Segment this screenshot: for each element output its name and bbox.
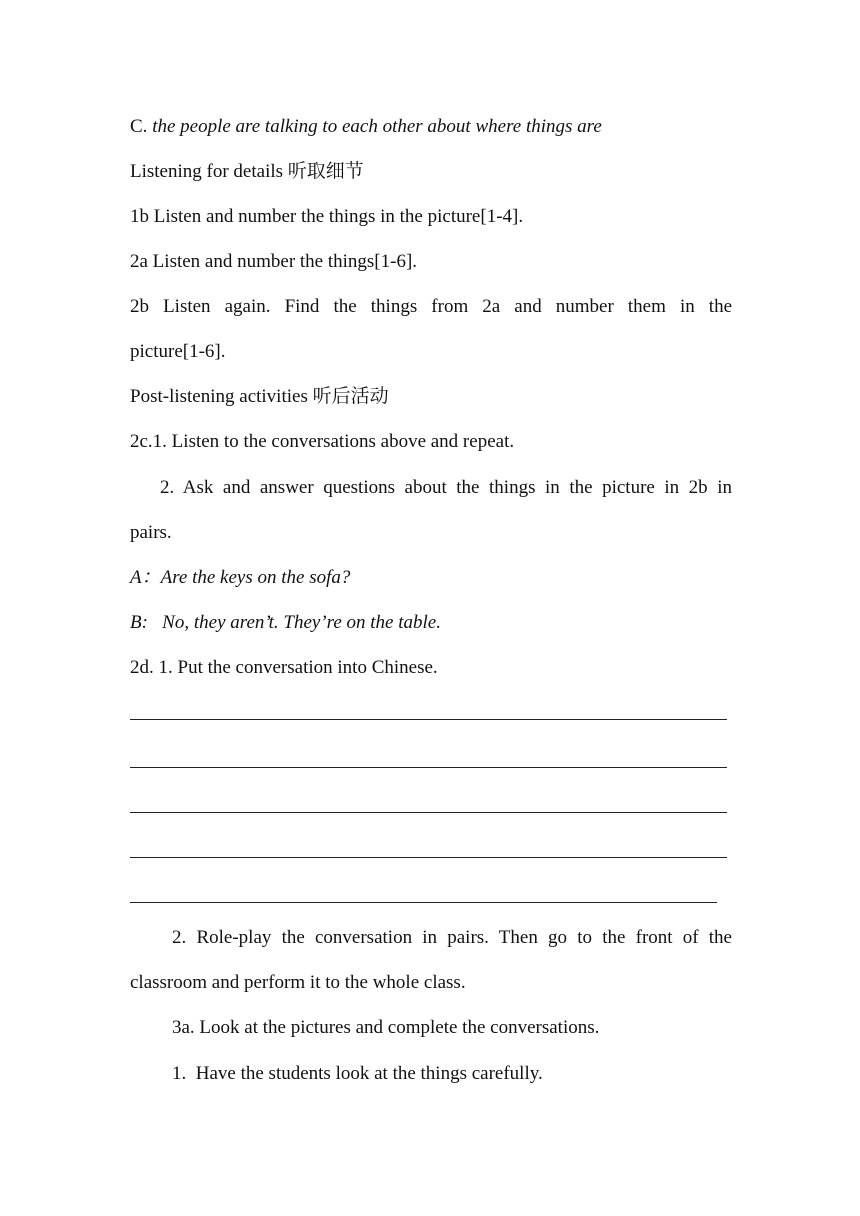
instruction-2d-1: 2d. 1. Put the conversation into Chinese.: [130, 657, 438, 678]
option-c-label: C.: [130, 116, 153, 137]
answer-blank-line: [130, 719, 727, 720]
instruction-3a-1: 1. Have the students look at the things carefully.: [172, 1063, 543, 1084]
instruction-2d-2-line2: classroom and perform it to the whole class.: [130, 972, 466, 993]
listening-details-heading: Listening for details 听取细节: [130, 161, 364, 182]
answer-blank-line: [130, 902, 717, 903]
answer-blank-line: [130, 812, 727, 813]
post-listening-heading: Post-listening activities 听后活动: [130, 386, 389, 407]
instruction-1b: 1b Listen and number the things in the picture[1-4].: [130, 206, 524, 227]
dialogue-line-b: B: No, they aren’t. They’re on the table.: [130, 612, 441, 633]
instruction-2a: 2a Listen and number the things[1-6].: [130, 251, 418, 272]
answer-blank-line: [130, 767, 727, 768]
option-c-text: the people are talking to each other about where things are: [152, 116, 602, 137]
instruction-2d-2-line1: 2. Role-play the conversation in pairs. Then go to the front of the: [172, 927, 732, 948]
instruction-2c-2-line1: 2. Ask and answer questions about the things in the picture in 2b in: [160, 477, 732, 498]
dialogue-line-a: A：Are the keys on the sofa?: [130, 567, 351, 588]
option-c-line: [130, 114, 732, 140]
answer-blank-line: [130, 857, 727, 858]
instruction-3a: 3a. Look at the pictures and complete the conversations.: [172, 1017, 600, 1038]
instruction-2b-line2: picture[1-6].: [130, 341, 226, 362]
instruction-2c-1: 2c.1. Listen to the conversations above and repeat.: [130, 431, 515, 452]
instruction-2b-line1: 2b Listen again. Find the things from 2a and number them in the: [130, 296, 732, 317]
instruction-2c-2-line2: pairs.: [130, 522, 172, 543]
